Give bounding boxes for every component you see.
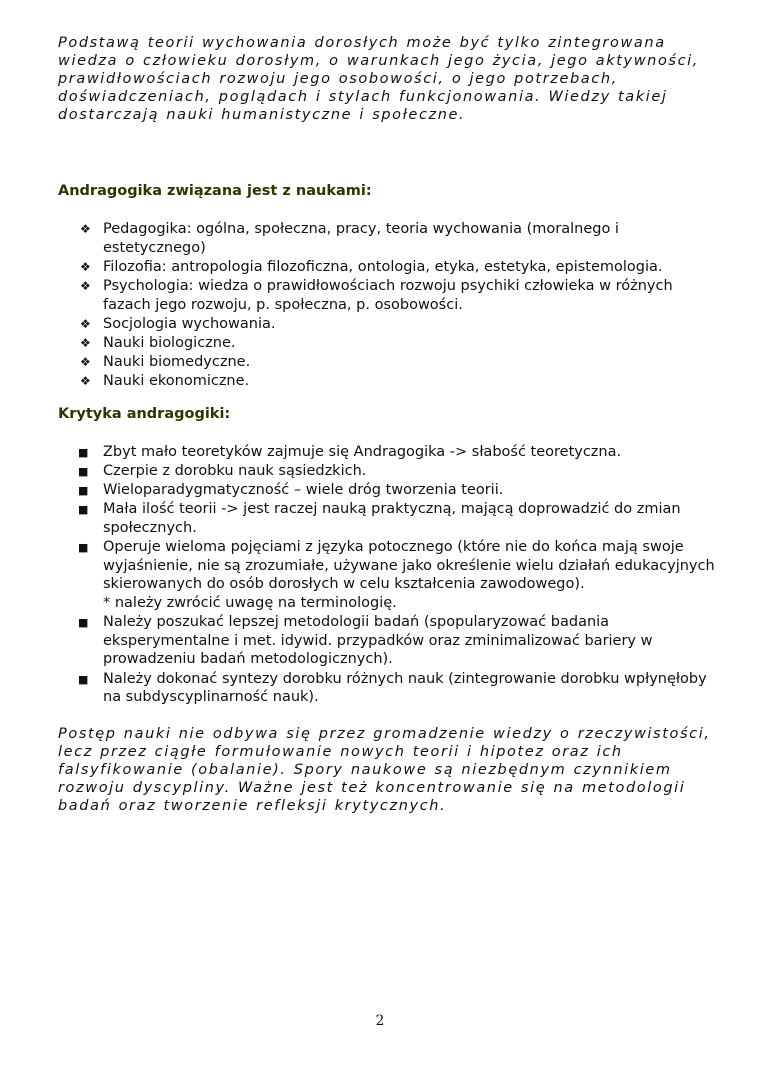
list-item — [58, 258, 718, 277]
square-bullet-icon: ■ — [78, 672, 89, 686]
intro-paragraph: Podstawą teorii wychowania dorosłych może być tylko zintegrowana wiedza o człowieku dorosłym, o warunkach jego życia, jego aktywności, prawidłowościach rozwoju jego osobowości, o jego potrzebach, doświadczeniach, poglądach i stylach funkcjonowania. Wiedzy takiej dostarczają nauki humanistyczne i społeczne. — [58, 35, 699, 123]
square-bullet-icon: ■ — [78, 503, 89, 517]
list-item-text: Mała ilość teorii -> jest raczej nauką praktyczną, mającą doprowadzić do zmian społecznych. — [103, 501, 681, 537]
list-item — [58, 220, 718, 257]
section-heading-criticism: Krytyka andragogiki: — [58, 405, 231, 422]
diamond-bullet-icon: ❖ — [80, 259, 91, 274]
list-item-text: Nauki biomedyczne. — [103, 354, 251, 371]
list-item — [58, 443, 718, 462]
diamond-bullet-icon: ❖ — [80, 278, 91, 293]
page-number: 2 — [375, 1013, 385, 1029]
list-item — [58, 538, 718, 612]
list-item-text: Należy dokonać syntezy dorobku różnych nauk (zintegrowanie dorobku wpłynęłoby na subdyscyplinarność nauk). — [103, 670, 707, 706]
diamond-bullet-icon: ❖ — [80, 316, 91, 331]
list-item-text: Operuje wieloma pojęciami z języka potocznego (które nie do końca mają swoje wyjaśnienie, nie są zrozumiałe, używane jako określenie wielu działań edukacyjnych skierowanych do osób dorosłych w celu kształcenia zawodowego). — [103, 539, 715, 593]
list-item — [58, 481, 718, 500]
diamond-bullet-icon: ❖ — [80, 355, 91, 370]
list-item-text: Wieloparadygmatyczność – wiele dróg tworzenia teorii. — [103, 482, 504, 499]
square-bullet-icon: ■ — [78, 616, 89, 630]
list-item-text: Należy poszukać lepszej metodologii badań (spopularyzować badania eksperymentalne i met. idywid. przypadków oraz zminimalizować bariery w prowadzeniu badań metodologicznych). — [103, 614, 653, 668]
section-heading-related-sciences: Andragogika związana jest z naukami: — [58, 183, 372, 199]
list-item — [58, 353, 718, 372]
diamond-bullet-icon: ❖ — [80, 335, 91, 350]
document-page — [58, 34, 718, 815]
square-bullet-icon: ■ — [78, 484, 89, 498]
diamond-bullet-icon: ❖ — [80, 222, 91, 236]
criticism-list — [58, 443, 718, 707]
list-item-text: Filozofia: antropologia filozoficzna, ontologia, etyka, estetyka, epistemologia. — [103, 258, 663, 275]
list-item — [58, 500, 718, 537]
square-bullet-icon: ■ — [78, 445, 89, 459]
square-bullet-icon: ■ — [78, 465, 89, 479]
list-item — [58, 462, 718, 481]
list-item — [58, 372, 718, 391]
list-item — [58, 315, 718, 334]
list-item — [58, 670, 718, 707]
list-item-text: Nauki biologiczne. — [103, 334, 236, 351]
list-item-text: Pedagogika: ogólna, społeczna, pracy, teoria wychowania (moralnego i estetycznego) — [103, 221, 619, 256]
list-item — [58, 277, 718, 314]
terminology-note: * należy zwrócić uwagę na terminologię. — [103, 595, 397, 612]
diamond-bullet-icon: ❖ — [80, 374, 91, 389]
list-item-text: Socjologia wychowania. — [103, 315, 276, 332]
closing-paragraph: Postęp nauki nie odbywa się przez gromadzenie wiedzy o rzeczywistości, lecz przez ciągłe formułowanie nowych teorii i hipotez oraz ich falsyfikowanie (obalanie). Spory naukowe są niezbędnym czynnikiem rozwoju dyscypliny. Ważne jest też koncentrowanie się na metodologii badań oraz tworzenie refleksji krytycznych. — [58, 725, 711, 814]
related-sciences-list — [58, 220, 718, 391]
list-item — [58, 613, 718, 669]
list-item-text: Psychologia: wiedza o prawidłowościach rozwoju psychiki człowieka w różnych fazach jego rozwoju, p. społeczna, p. osobowości. — [103, 277, 673, 313]
list-item — [58, 334, 718, 353]
list-item-text: Zbyt mało teoretyków zajmuje się Andragogika -> słabość teoretyczna. — [103, 443, 622, 460]
list-item-text: Nauki ekonomiczne. — [103, 373, 250, 390]
square-bullet-icon: ■ — [78, 541, 89, 555]
list-item-text: Czerpie z dorobku nauk sąsiedzkich. — [103, 463, 367, 480]
